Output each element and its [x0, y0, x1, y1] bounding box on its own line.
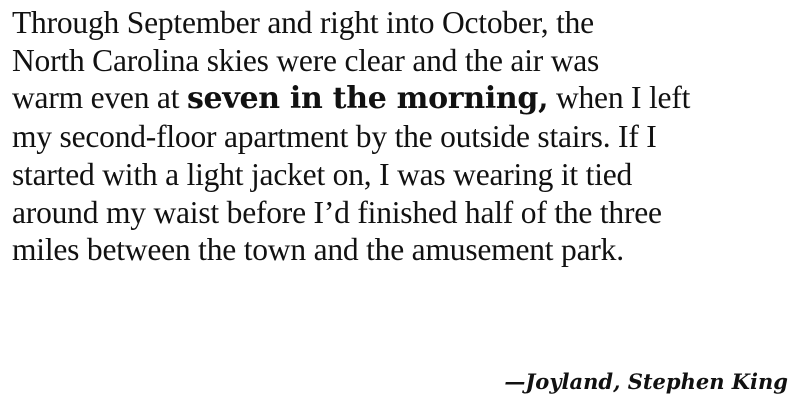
quote-line-7: miles between the town and the amusement park.: [12, 232, 624, 268]
book-title: Joyland: [525, 369, 614, 394]
quote-line-3-end: when I left: [548, 80, 691, 116]
quote-line-2: North Carolina skies were clear and the air was: [12, 42, 600, 78]
attribution: [504, 368, 788, 396]
quote-emphasis: seven in the morning,: [186, 81, 549, 117]
author-name: Stephen King: [627, 369, 788, 394]
quote-line-3-start: warm even at: [12, 80, 187, 116]
attribution-separator: ,: [613, 369, 628, 394]
quote-line-4: my second-floor apartment by the outside stairs. If I: [12, 119, 657, 155]
quote-line-6: around my waist before I’d finished half of the three: [12, 194, 662, 230]
quote-line-5: started with a light jacket on, I was wearing it tied: [12, 156, 633, 192]
quote-line-3: [12, 79, 792, 118]
quote-text: [12, 4, 792, 269]
attribution-dash: —: [504, 369, 526, 394]
quote-line-1: Through September and right into October, the: [12, 5, 594, 40]
